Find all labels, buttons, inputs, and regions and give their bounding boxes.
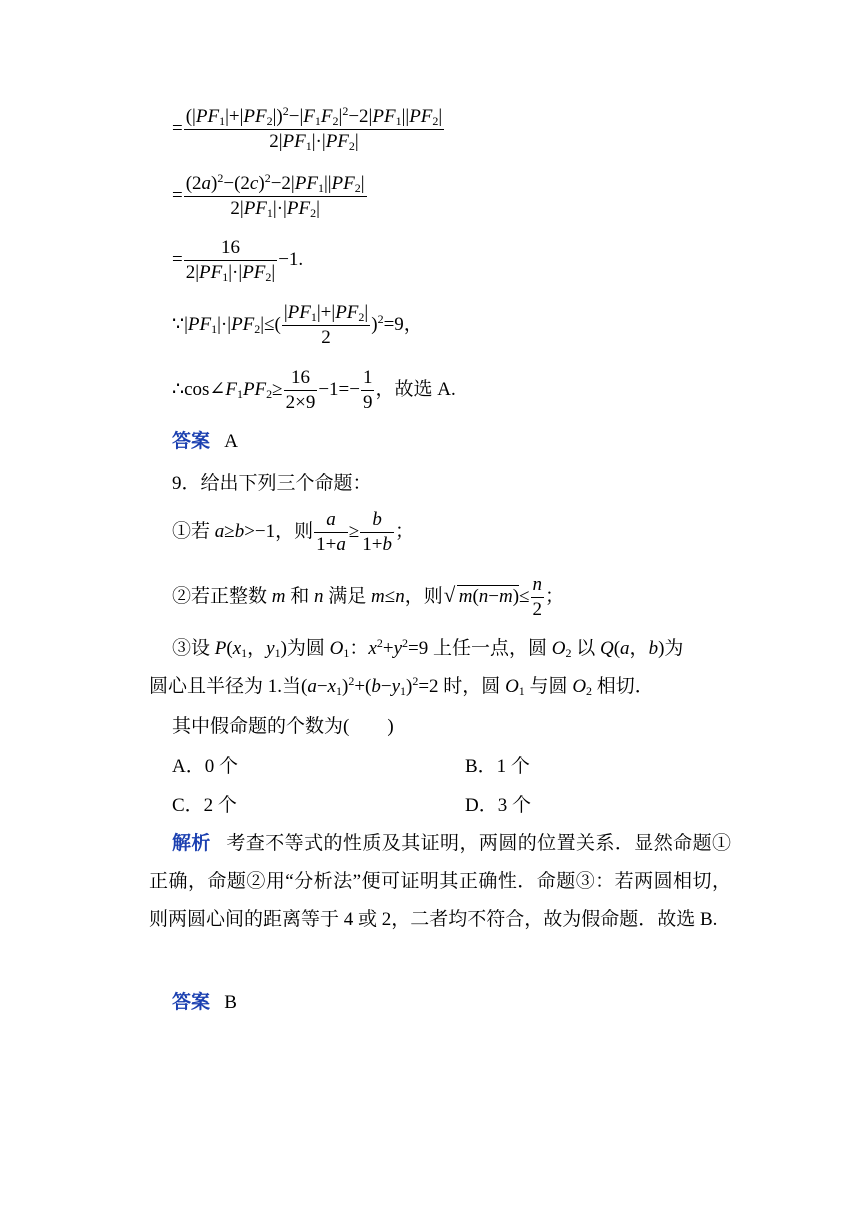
fraction (282, 302, 370, 349)
fraction (531, 574, 545, 621)
denominator: 1+b (362, 534, 393, 555)
option-a: A．0 个 (172, 756, 238, 777)
denominator: $2|PF_1|\cdot|PF_2|$ (185, 262, 276, 284)
proposition-1: ①若 a≥b>−1，则 $\frac{a}{1+a}$ ≥ $\frac{b}{1+b}$ ； (172, 509, 415, 555)
numerator: n (531, 574, 545, 598)
answer-label: 答案 (172, 992, 211, 1013)
option-c: C．2 个 (172, 795, 237, 816)
numerator: 16 (284, 367, 318, 391)
tail-text: ，故选 A. (375, 378, 456, 400)
fraction (184, 173, 367, 220)
derivation-line-4: $\because|PF_1|\cdot|PF_2|\le$( $\frac{|PF_1|+|PF_2|}{2}$ )$^2$=9， (172, 302, 423, 348)
tail-text: −1. (278, 248, 304, 270)
answer-label: 答案 (172, 431, 211, 452)
derivation-line-2: = $\frac{(2a)^2-(2c)^2-2|PF_1||PF_2|}{2|PF_1|\cdot|PF_2|}$ (172, 171, 365, 220)
denominator: $2|PF_1|\cdot|PF_2|$ (269, 131, 359, 153)
denominator: 2 (532, 599, 542, 620)
numerator: $(|PF_1|+|PF_2|)^2-|F_1F_2|^2-2|PF_1||PF_2|$ (185, 104, 443, 128)
denominator: 2 (321, 327, 331, 348)
denominator: 9 (362, 392, 373, 413)
answer-line (172, 992, 237, 1014)
proposition-2: ②若正整数 m 和 n 满足 m≤n，则√ m(n−m)≤ $\frac{n}{2}$ ； (172, 574, 564, 621)
derivation-line-3: = $\frac{16}{2|PF_1|\cdot|PF_2|}$ −1. (172, 237, 304, 284)
square-root: √ m(n−m) (457, 585, 519, 608)
numerator: a (314, 509, 348, 533)
denominator: 1+a (316, 534, 346, 555)
numerator: 1 (361, 367, 375, 391)
proposition-3-line-2: 圆心且半径为 1.当$(a-x_1)^2+(b-y_1)^2=2$ 时，圆 $O_1$ 与圆 $O_2$ 相切． (149, 674, 654, 698)
denominator: 2×9 (285, 392, 316, 413)
answer-line (172, 431, 238, 453)
analysis-paragraph (149, 825, 731, 939)
question-text: 其中假命题的个数为( ) (172, 716, 394, 737)
option-d: D．3 个 (465, 795, 531, 816)
analysis-label: 解析 (172, 833, 211, 854)
numerator: 16 (184, 237, 278, 261)
fraction (360, 509, 394, 556)
numerator: $(2a)^2-(2c)^2-2|PF_1||PF_2|$ (185, 171, 365, 195)
denominator: $2|PF_1|\cdot|PF_2|$ (230, 198, 320, 220)
question-stem: 9．给出下列三个命题： (172, 473, 372, 494)
fraction (361, 367, 375, 414)
derivation-line-5: $\therefore\cos\angle F_1PF_2\ge$ $\frac{16}{2\times 9}$ −1=− $\frac{1}{9}$ ，故选 A. (172, 367, 456, 413)
analysis-text: 考查不等式的性质及其证明，两圆的位置关系．显然命题①正确，命题②用“分析法”便可证明其正确性．命题③：若两圆相切，则两圆心间的距离等于 4 或 2，二者均不符合，故为假命题．故选 B. (149, 833, 731, 930)
fraction (184, 237, 278, 284)
fraction (314, 509, 348, 556)
answer-value: B (224, 992, 237, 1013)
derivation-line-1: = $\frac{(|PF_1|+|PF_2|)^2-|F_1F_2|^2-2|PF_1||PF_2|}{2|PF_1|\cdot|PF_2|}$ (172, 104, 443, 153)
numerator: $|PF_1|+|PF_2|$ (283, 302, 369, 324)
option-b: B．1 个 (465, 756, 530, 777)
tail-text: )$^2$=9， (371, 311, 423, 335)
proposition-3-line-1: ③设 $P(x_1$，$y_1$)为圆 $O_1$：$x^2+y^2=9$ 上任一点，圆 $O_2$ 以 Q(a，b)为 (172, 636, 684, 660)
fraction (184, 106, 445, 153)
numerator: b (360, 509, 394, 533)
fraction (284, 367, 318, 414)
answer-value: A (224, 431, 238, 452)
